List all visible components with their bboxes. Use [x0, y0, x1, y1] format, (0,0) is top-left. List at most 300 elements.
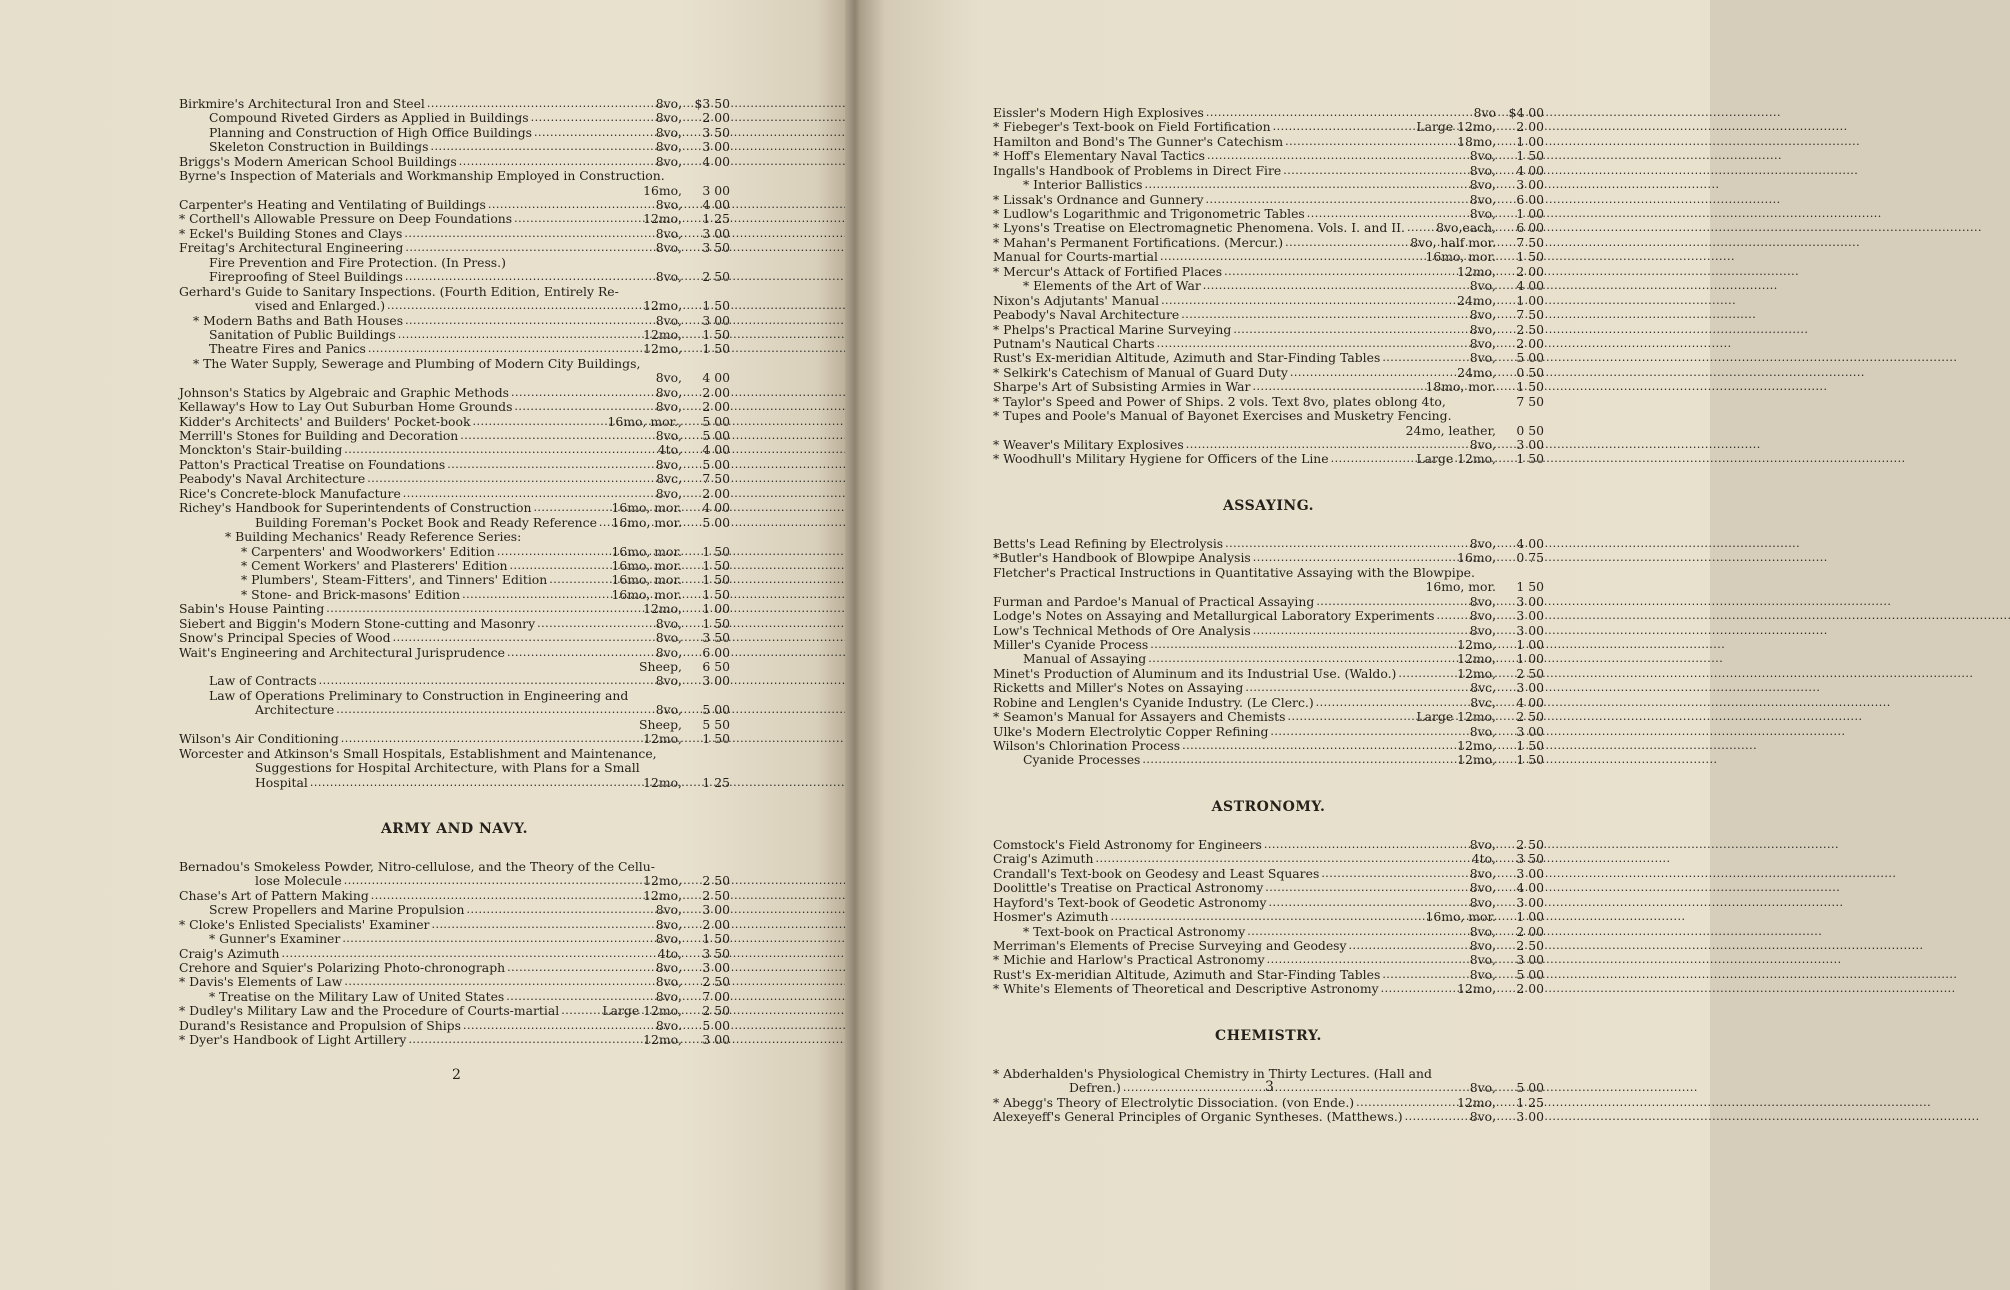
entry-title: Building Foreman's Pocket Book and Ready Reference	[255, 514, 597, 530]
entry-format: 16mo, mor.	[611, 557, 682, 573]
dot-leader	[344, 873, 641, 888]
dot-leader	[1160, 249, 1423, 264]
entry-format: 8vo,	[655, 269, 682, 285]
entry-format: 8vo,	[1469, 937, 1496, 953]
entry-format: 12mo,	[643, 326, 682, 342]
dot-leader	[1233, 322, 1467, 337]
entry-title: Fireproofing of Steel Buildings	[209, 269, 403, 285]
dot-leader	[1265, 880, 1467, 895]
entry-title: Robine and Lenglen's Cyanide Industry. (Le Clerc.)	[993, 694, 1314, 710]
entry-format: 12mo,	[643, 1032, 682, 1048]
entry-title: * Eckel's Building Stones and Clays	[179, 225, 403, 241]
list-item	[179, 516, 730, 530]
list-item	[179, 932, 730, 946]
dot-leader	[472, 414, 605, 429]
entry-price: 3 00	[702, 902, 730, 918]
entry-format: 8vo,	[1469, 206, 1496, 222]
list-item	[993, 537, 1544, 551]
entry-format: 8vo,each,	[1436, 220, 1496, 236]
list-item	[179, 889, 730, 903]
entry-title: * Gunner's Examiner	[209, 931, 341, 947]
entry-title: vised and Enlarged.)	[255, 298, 386, 314]
list-item	[993, 207, 1544, 221]
entry-format: 8vo,	[655, 197, 682, 213]
entry-price: 3 00	[702, 225, 730, 241]
entry-format: 8vo,	[1469, 622, 1496, 638]
entry-price: 1 50	[702, 572, 730, 588]
entry-price: 2 50	[702, 1003, 730, 1019]
list-item	[179, 429, 730, 443]
entry-title: Wilson's Chlorination Process	[993, 738, 1181, 754]
entry-format: 8vo,	[655, 312, 682, 328]
list-item	[179, 270, 730, 284]
entry-title: Craig's Azimuth	[179, 945, 280, 961]
entry-price: 3 00	[1516, 1109, 1544, 1125]
list-item	[179, 689, 730, 703]
entry-title: Screw Propellers and Marine Propulsion	[209, 902, 465, 918]
entry-title: * Fiebeger's Text-book on Field Fortification	[993, 119, 1271, 135]
list-item	[993, 135, 1544, 149]
list-item	[179, 285, 730, 299]
entry-format: 8vo,	[1469, 350, 1496, 366]
entry-price: 2 00	[702, 384, 730, 400]
entry-title: Birkmire's Architectural Iron and Steel	[179, 95, 425, 111]
entry-format: Sheep,	[638, 659, 682, 675]
entry-title: Furman and Pardoe's Manual of Practical Assaying	[993, 593, 1315, 609]
entry-title: Rice's Concrete-block Manufacture	[179, 485, 401, 501]
list-item	[179, 155, 730, 169]
dot-leader	[344, 974, 653, 989]
entry-title: * Elements of the Art of War	[1023, 278, 1201, 294]
list-item	[179, 97, 730, 111]
dot-leader	[537, 616, 654, 631]
entry-format: 12mo,	[1457, 981, 1496, 997]
list-item	[179, 990, 730, 1004]
assaying-list	[993, 537, 1544, 768]
entry-title: * Abegg's Theory of Electrolytic Dissociation. (von Ende.)	[993, 1094, 1355, 1110]
left-column	[179, 97, 730, 1048]
list-item	[179, 918, 730, 932]
list-item	[993, 279, 1544, 293]
entry-price: 1 00	[1516, 292, 1544, 308]
entry-price: 3 00	[1516, 177, 1544, 193]
list-item	[179, 140, 730, 154]
dot-leader	[1123, 1080, 1468, 1095]
list-item	[179, 342, 730, 356]
dot-leader	[1269, 895, 1468, 910]
entry-format: 8vo,	[655, 644, 682, 660]
entry-price: 1 50	[702, 586, 730, 602]
entry-price: 2 50	[1516, 836, 1544, 852]
entry-price: 3 00	[1516, 723, 1544, 739]
entry-price: 2 00	[1516, 981, 1544, 997]
entry-price: 1 00	[702, 601, 730, 617]
entry-title: Ingalls's Handbook of Problems in Direct Fire	[993, 162, 1282, 178]
entry-title: Defren.)	[1069, 1080, 1121, 1096]
entry-price: 0 75	[1516, 550, 1544, 566]
list-item	[993, 595, 1544, 609]
list-item	[179, 241, 730, 255]
entry-format: 12mo,	[643, 774, 682, 790]
entry-title: Merrill's Stones for Building and Decoration	[179, 428, 459, 444]
entry-title: * Stone- and Brick-masons' Edition	[241, 586, 461, 602]
entry-title: Wilson's Air Conditioning	[179, 731, 339, 747]
entry-price: 1 50	[1516, 752, 1544, 768]
list-item	[179, 602, 730, 616]
entry-price: 4 00	[1516, 278, 1544, 294]
entry-title: Skeleton Construction in Buildings	[209, 139, 429, 155]
entry-format: 8vo,	[1469, 278, 1496, 294]
dot-leader	[1405, 1109, 1468, 1124]
entry-format: 8vo,	[655, 485, 682, 501]
list-item	[993, 294, 1544, 308]
entry-format: 8vo,	[1469, 836, 1496, 852]
list-item	[993, 580, 1544, 594]
entry-format: 8vo,	[655, 974, 682, 990]
military-list	[993, 106, 1544, 467]
entry-title: * Plumbers', Steam-Fitters', and Tinners' Edition	[241, 572, 548, 588]
entry-format: 16mo, mor.	[611, 586, 682, 602]
entry-price: 7 50	[702, 471, 730, 487]
dot-leader	[1290, 365, 1455, 380]
dot-leader	[467, 902, 654, 917]
architecture-list	[179, 97, 730, 790]
entry-price: 3 50	[1516, 851, 1544, 867]
entry-format: 8vo,	[655, 153, 682, 169]
entry-title: Doolittle's Treatise on Practical Astronomy	[993, 880, 1264, 896]
entry-price: 1 00	[1516, 133, 1544, 149]
list-item	[179, 860, 730, 874]
dot-leader	[1181, 307, 1467, 322]
entry-title: * Woodhull's Military Hygiene for Officers of the Line	[993, 451, 1329, 467]
right-page	[860, 0, 1710, 1290]
dot-leader	[1247, 924, 1467, 939]
list-item	[993, 380, 1544, 394]
list-item	[179, 444, 730, 458]
entry-format: 8vo,	[655, 110, 682, 126]
entry-price: 5 00	[1516, 350, 1544, 366]
entry-format: 8vo,	[1469, 177, 1496, 193]
dot-leader	[282, 946, 656, 961]
dot-leader	[1407, 220, 1434, 235]
dot-leader	[367, 471, 654, 486]
entry-title: Minet's Production of Aluminum and its Industrial Use. (Waldo.)	[993, 665, 1397, 681]
entry-format: 8vo,	[1469, 952, 1496, 968]
list-item	[993, 438, 1544, 452]
entry-format: 8vc,	[1470, 694, 1496, 710]
entry-price: 2 50	[1516, 665, 1544, 681]
entry-price: 7 50	[1516, 307, 1544, 323]
entry-format: 16mo, mor.,	[607, 413, 682, 429]
list-item	[993, 178, 1544, 192]
entry-format: 12mo,	[643, 731, 682, 747]
list-item	[179, 675, 730, 689]
dot-leader	[1316, 695, 1469, 710]
list-item	[993, 667, 1544, 681]
entry-format: 8vo,	[655, 931, 682, 947]
dot-leader	[1285, 134, 1455, 149]
list-item	[179, 559, 730, 573]
entry-title: Rust's Ex-meridian Altitude, Azimuth and Star-Finding Tables	[993, 350, 1381, 366]
dot-leader	[531, 110, 654, 125]
entry-format: 8vo,	[1469, 307, 1496, 323]
section-heading-chemistry: CHEMISTRY.	[1215, 1027, 1322, 1044]
list-item	[179, 328, 730, 342]
entry-format: 12mo,	[643, 298, 682, 314]
dot-leader	[368, 341, 641, 356]
entry-format: 8vc,	[1470, 680, 1496, 696]
entry-format: 8vo,	[655, 630, 682, 646]
page-number-left: 2	[452, 1067, 461, 1083]
dot-leader	[1273, 119, 1415, 134]
entry-price: 2 00	[1516, 119, 1544, 135]
entry-price: 2 50	[702, 269, 730, 285]
entry-price: 5 00	[1516, 966, 1544, 982]
entry-format: 12mo,	[1457, 651, 1496, 667]
entry-price: 1 50	[1516, 451, 1544, 467]
dot-leader	[488, 197, 654, 212]
dot-leader	[336, 702, 653, 717]
list-item	[993, 1110, 1544, 1124]
entry-format: 12mo,	[643, 873, 682, 889]
entry-price: 1 50	[702, 615, 730, 631]
entry-format: 8vo	[1473, 104, 1496, 120]
dot-leader	[1150, 637, 1455, 652]
entry-title: Architecture	[255, 702, 335, 718]
dot-leader	[431, 917, 653, 932]
entry-price: 1 50	[702, 931, 730, 947]
list-item	[993, 250, 1544, 264]
entry-title: Richey's Handbook for Superintendents of Construction	[179, 500, 532, 516]
entry-format: 24mo, leather,	[1405, 422, 1496, 438]
list-item	[179, 1033, 730, 1047]
entry-format: 16mo,	[643, 182, 682, 198]
entry-format: 8vo.	[655, 1017, 682, 1033]
list-item	[179, 646, 730, 660]
list-item	[993, 725, 1544, 739]
entry-title: * Michie and Harlow's Practical Astronomy	[993, 952, 1265, 968]
list-item	[179, 747, 730, 761]
list-item	[179, 961, 730, 975]
entry-title: * The Water Supply, Sewerage and Plumbing of Modern City Buildings,	[193, 355, 641, 371]
dot-leader	[1381, 981, 1455, 996]
entry-price: 2 00	[702, 399, 730, 415]
entry-title: Bernadou's Smokeless Powder, Nitro-cellulose, and the Theory of the Cellu-	[179, 859, 655, 874]
entry-price: 3 00	[1516, 437, 1544, 453]
entry-title: Ricketts and Miller's Notes on Assaying	[993, 680, 1244, 696]
list-item	[179, 573, 730, 587]
dot-leader	[1270, 724, 1467, 739]
dot-leader	[1145, 177, 1468, 192]
entry-format: 8vo,	[655, 370, 682, 386]
entry-title: Craig's Azimuth	[993, 851, 1094, 867]
entry-format: 24mo,	[1457, 292, 1496, 308]
entry-title: * Abderhalden's Physiological Chemistry in Thirty Lectures. (Hall and	[993, 1065, 1432, 1081]
entry-format: 12mo,	[1457, 665, 1496, 681]
dot-leader	[1285, 235, 1408, 250]
entry-format: 16mo, mor.	[611, 514, 682, 530]
dot-leader	[1331, 451, 1415, 466]
entry-format: 8vo,	[655, 456, 682, 472]
entry-title: Law of Contracts	[209, 673, 317, 689]
entry-title: * Building Mechanics' Ready Reference Series:	[225, 529, 522, 545]
entry-format: 8vo,	[1469, 162, 1496, 178]
list-item	[993, 424, 1544, 438]
list-item	[179, 458, 730, 472]
entry-format: 16mo, mor.	[611, 543, 682, 559]
entry-title: * Mercur's Attack of Fortified Places	[993, 263, 1223, 279]
list-item	[179, 545, 730, 559]
dot-leader	[1203, 278, 1468, 293]
entry-format: 8vo,	[1469, 437, 1496, 453]
entry-price: 4 00	[1516, 162, 1544, 178]
dot-leader	[1142, 752, 1455, 767]
entry-title: * Corthell's Allowable Pressure on Deep Foundations	[179, 211, 513, 227]
dot-leader	[462, 587, 609, 602]
entry-title: lose Molecule	[255, 873, 342, 889]
dot-leader	[1182, 738, 1455, 753]
list-item	[179, 776, 730, 790]
entry-title: Crandall's Text-book on Geodesy and Least Squares	[993, 865, 1320, 881]
entry-title: Briggs's Modern American School Buildings	[179, 153, 457, 169]
entry-price: 3 00	[702, 1032, 730, 1048]
entry-format: 4to,	[1471, 851, 1496, 867]
entry-title: * Dudley's Military Law and the Procedure of Courts-martial	[179, 1003, 560, 1019]
entry-price: 5 00	[702, 428, 730, 444]
entry-format: 4to,	[657, 945, 682, 961]
list-item	[179, 400, 730, 414]
entry-title: Hamilton and Bond's The Gunner's Catechism	[993, 133, 1284, 149]
list-item	[179, 256, 730, 270]
entry-title: Kellaway's How to Lay Out Suburban Home Grounds	[179, 399, 513, 415]
entry-format: 8vo,	[1469, 191, 1496, 207]
entry-title: Eissler's Modern High Explosives	[993, 104, 1204, 120]
entry-title: Lodge's Notes on Assaying and Metallurgical Laboratory Experiments	[993, 608, 1435, 624]
entry-price: 2 00	[1516, 335, 1544, 351]
list-item	[993, 395, 1544, 409]
entry-price: 3 00	[1516, 608, 1544, 624]
entry-title: Peabody's Naval Architecture	[993, 307, 1180, 323]
entry-price: 4 00	[1516, 535, 1544, 551]
entry-format: Large 12mo,	[602, 1003, 682, 1019]
entry-price: 2 00	[702, 485, 730, 501]
entry-title: Freitag's Architectural Engineering	[179, 240, 404, 256]
entry-title: Fletcher's Practical Instructions in Quantitative Assaying with the Blowpipe.	[993, 564, 1475, 580]
list-item	[993, 409, 1544, 423]
dot-leader	[506, 989, 653, 1004]
dot-leader	[1186, 437, 1468, 452]
entry-title: * Cement Workers' and Plasterers' Edition	[241, 557, 508, 573]
list-item	[179, 111, 730, 125]
entry-format: 8vo,	[655, 95, 682, 111]
list-item	[993, 366, 1544, 380]
entry-format: 12mo,	[1457, 738, 1496, 754]
entry-title: Manual of Assaying	[1023, 651, 1147, 667]
entry-title: Patton's Practical Treatise on Foundations	[179, 456, 446, 472]
entry-format: 12mo,	[643, 341, 682, 357]
entry-price: 1 50	[1516, 379, 1544, 395]
list-item	[993, 910, 1544, 924]
dot-leader	[404, 226, 653, 241]
dot-leader	[341, 731, 641, 746]
entry-title: Putnam's Nautical Charts	[993, 335, 1155, 351]
entry-format: 8vo,	[1469, 148, 1496, 164]
entry-format: 8vo,	[1469, 865, 1496, 881]
list-item	[179, 357, 730, 371]
entry-price: 5 00	[702, 1017, 730, 1033]
dot-leader	[514, 399, 653, 414]
list-item	[179, 1004, 730, 1018]
dot-leader	[1321, 866, 1467, 881]
list-item	[179, 169, 730, 183]
entry-price: 2 50	[1516, 709, 1544, 725]
list-item	[179, 299, 730, 313]
list-item	[993, 1096, 1544, 1110]
dot-leader	[460, 428, 653, 443]
entry-format: 8vo,	[1469, 723, 1496, 739]
entry-price: 6 50	[702, 659, 730, 675]
list-item	[179, 732, 730, 746]
entry-title: Miller's Cyanide Process	[993, 636, 1149, 652]
entry-title: * Cloke's Enlisted Specialists' Examiner	[179, 916, 430, 932]
army-and-navy-list	[179, 860, 730, 1048]
dot-leader	[1382, 967, 1467, 982]
entry-format: 8vo,	[1469, 880, 1496, 896]
entry-price: 1 50	[702, 326, 730, 342]
dot-leader	[398, 327, 641, 342]
entry-title: Carpenter's Heating and Ventilating of Buildings	[179, 197, 486, 213]
list-item	[179, 213, 730, 227]
entry-price: 2 00	[702, 916, 730, 932]
entry-price: 3 00	[1516, 865, 1544, 881]
list-item	[179, 472, 730, 486]
entry-title: Manual for Courts-martial	[993, 249, 1158, 265]
section-heading-astronomy: ASTRONOMY.	[1211, 798, 1326, 815]
dot-leader	[1206, 192, 1468, 207]
dot-leader	[1161, 293, 1455, 308]
entry-price: 3 00	[1516, 622, 1544, 638]
entry-price: 2 50	[1516, 321, 1544, 337]
right-column	[993, 106, 1544, 1125]
entry-price: 4 00	[702, 370, 730, 386]
entry-format: 18mo,	[1457, 133, 1496, 149]
entry-title: * Mahan's Permanent Fortifications. (Mercur.)	[993, 234, 1284, 250]
entry-format: 12mo,	[1457, 752, 1496, 768]
entry-title: Planning and Construction of High Office Buildings	[209, 124, 533, 140]
entry-title: * Ludlow's Logarithmic and Trigonometric Tables	[993, 206, 1305, 222]
entry-price: 1 25	[702, 774, 730, 790]
entry-title: * White's Elements of Theoretical and Descriptive Astronomy	[993, 981, 1379, 997]
entry-format: 8vo,	[1469, 535, 1496, 551]
entry-title: * Selkirk's Catechism of Manual of Guard Duty	[993, 364, 1288, 380]
dot-leader	[405, 240, 653, 255]
entry-title: Theatre Fires and Panics	[209, 341, 366, 357]
list-item	[993, 323, 1544, 337]
list-item	[993, 106, 1544, 120]
list-item	[993, 193, 1544, 207]
entry-format: 8vo,	[655, 225, 682, 241]
entry-price: 3 00	[702, 182, 730, 198]
entry-format: 8vo,	[655, 615, 682, 631]
entry-price: 4 00	[1516, 880, 1544, 896]
entry-title: *Butler's Handbook of Blowpipe Analysis	[993, 550, 1251, 566]
list-item	[993, 222, 1544, 236]
entry-format: 8vo,	[1469, 1109, 1496, 1125]
list-item	[993, 308, 1544, 322]
list-item	[993, 164, 1544, 178]
entry-price: 1 00	[1516, 651, 1544, 667]
list-item	[993, 710, 1544, 724]
